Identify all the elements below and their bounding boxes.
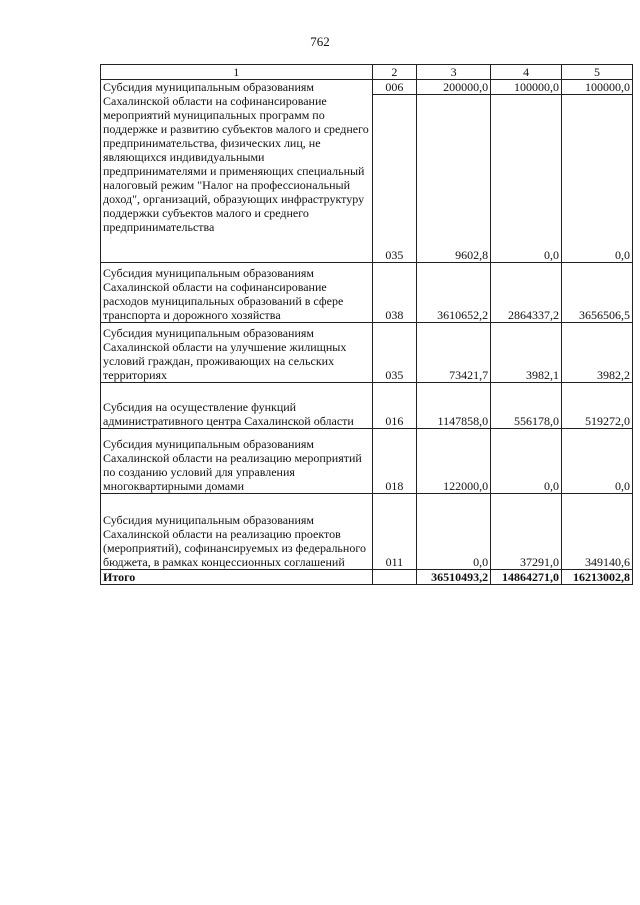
budget-table — [100, 64, 633, 585]
table-header-row — [101, 65, 633, 80]
total-label: Итого — [101, 570, 373, 585]
column-header: 5 — [562, 65, 633, 80]
row-value-col4: 0,0 — [491, 95, 562, 263]
row-value-col4: 556178,0 — [491, 383, 562, 429]
column-header: 1 — [101, 65, 373, 80]
row-name: Субсидия муниципальным образованиям Сахалинской области на улучшение жилищных условий граждан, проживающих на сельских территориях — [101, 323, 373, 383]
row-value-col3: 3610652,2 — [417, 263, 491, 323]
row-code: 011 — [372, 494, 417, 570]
column-header: 4 — [491, 65, 562, 80]
row-value-col5: 3982,2 — [562, 323, 633, 383]
table-row — [101, 323, 633, 383]
row-code: 018 — [372, 429, 417, 494]
row-code: 035 — [372, 323, 417, 383]
table-row — [101, 383, 633, 429]
row-value-col5: 0,0 — [562, 95, 633, 263]
row-value-col4: 37291,0 — [491, 494, 562, 570]
row-name: Субсидия на осуществление функций административного центра Сахалинской области — [101, 383, 373, 429]
total-row — [101, 570, 633, 585]
row-value-col3: 73421,7 — [417, 323, 491, 383]
row-code: 038 — [372, 263, 417, 323]
table-row — [101, 429, 633, 494]
row-value-col3: 9602,8 — [417, 95, 491, 263]
row-value-col3: 1147858,0 — [417, 383, 491, 429]
row-value-col5: 519272,0 — [562, 383, 633, 429]
column-header: 3 — [417, 65, 491, 80]
row-value-col4: 0,0 — [491, 429, 562, 494]
row-name: Субсидия муниципальным образованиям Сахалинской области на софинансирование мероприятий муниципальных программ по поддержке и развитию субъектов малого и среднего предпринимательства, физических лиц, не являющихся индивидуальными предпринимателями и применяющих специальный налоговый режим "Налог на профессиональный доход", организаций, образующих инфраструктуру поддержки субъектов малого и среднего предпринимательства — [101, 80, 373, 263]
row-value-col4: 100000,0 — [491, 80, 562, 95]
row-value-col5: 0,0 — [562, 429, 633, 494]
column-header: 2 — [372, 65, 417, 80]
row-value-col3: 0,0 — [417, 494, 491, 570]
table-row — [101, 80, 633, 95]
row-value-col4: 3982,1 — [491, 323, 562, 383]
row-name: Субсидия муниципальным образованиям Сахалинской области на софинансирование расходов муниципальных образований в сфере транспорта и дорожного хозяйства — [101, 263, 373, 323]
row-name: Субсидия муниципальным образованиям Сахалинской области на реализацию проектов (мероприятий), софинансируемых из федерального бюджета, в рамках концессионных соглашений — [101, 494, 373, 570]
total-value-col3: 36510493,2 — [417, 570, 491, 585]
row-code: 006 — [372, 80, 417, 95]
row-value-col4: 2864337,2 — [491, 263, 562, 323]
total-code — [372, 570, 417, 585]
row-value-col5: 100000,0 — [562, 80, 633, 95]
row-code: 016 — [372, 383, 417, 429]
row-value-col3: 200000,0 — [417, 80, 491, 95]
page-number: 762 — [310, 34, 330, 49]
table-row — [101, 494, 633, 570]
row-name: Субсидия муниципальным образованиям Сахалинской области на реализацию мероприятий по созданию условий для управления многоквартирными домами — [101, 429, 373, 494]
row-value-col5: 3656506,5 — [562, 263, 633, 323]
row-value-col5: 349140,6 — [562, 494, 633, 570]
total-value-col4: 14864271,0 — [491, 570, 562, 585]
table-row — [101, 263, 633, 323]
total-value-col5: 16213002,8 — [562, 570, 633, 585]
row-code: 035 — [372, 95, 417, 263]
row-value-col3: 122000,0 — [417, 429, 491, 494]
